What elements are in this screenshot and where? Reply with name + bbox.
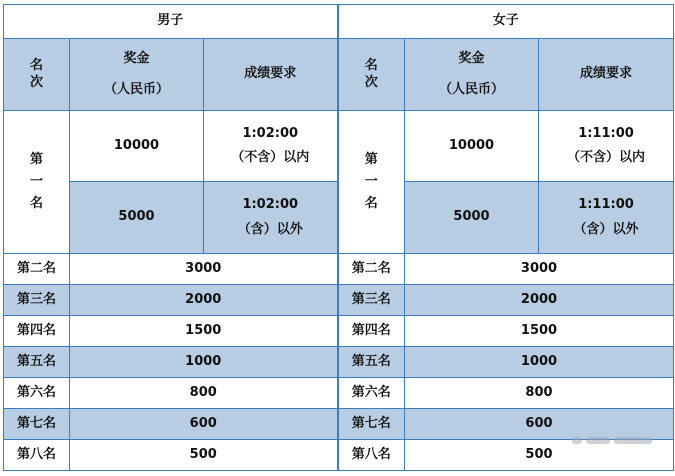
women-rank-prize: 500 xyxy=(405,440,674,471)
women-rank-label: 第二名 xyxy=(338,254,405,285)
tier1-time: 1:02:00 xyxy=(242,125,299,141)
men-requirement-header: 成绩要求 xyxy=(204,39,338,111)
prize-header-line1: 奖金 xyxy=(458,51,485,67)
men-header: 男子 xyxy=(4,5,338,39)
prize-header-line2: （人民币） xyxy=(438,81,504,97)
prize-header-line2: （人民币） xyxy=(103,81,169,97)
tier1-condition: （不含）以内 xyxy=(231,150,310,165)
women-rank-prize: 800 xyxy=(405,378,674,409)
women-rank-prize: 2000 xyxy=(405,285,674,316)
men-rank-prize: 3000 xyxy=(70,254,338,285)
men-prize-header xyxy=(70,39,204,111)
men-first-place-label xyxy=(4,111,70,254)
women-header: 女子 xyxy=(338,5,674,39)
men-first-tier2-requirement xyxy=(204,182,338,254)
men-rank-label: 第五名 xyxy=(4,347,70,378)
women-rank-label: 第八名 xyxy=(338,440,405,471)
men-rank-prize: 800 xyxy=(70,378,338,409)
women-rank-prize: 600 xyxy=(405,409,674,440)
men-rank-header xyxy=(4,39,70,111)
women-requirement-header: 成绩要求 xyxy=(539,39,674,111)
men-rank-label: 第二名 xyxy=(4,254,70,285)
tier2-time: 1:11:00 xyxy=(578,197,634,213)
prize-header-line1: 奖金 xyxy=(123,51,150,67)
women-rank-prize: 1500 xyxy=(405,316,674,347)
tier1-time: 1:11:00 xyxy=(578,125,634,141)
women-first-tier2-prize: 5000 xyxy=(405,182,539,254)
tier2-condition: （含）以外 xyxy=(573,221,639,237)
women-first-place-label xyxy=(338,111,405,254)
men-first-tier1-prize: 10000 xyxy=(70,111,204,182)
women-rank-label: 第四名 xyxy=(338,316,405,347)
men-rank-label: 第三名 xyxy=(4,285,70,316)
men-first-tier2-prize: 5000 xyxy=(70,182,204,254)
men-rank-label: 第四名 xyxy=(4,316,70,347)
women-rank-prize: 1000 xyxy=(405,347,674,378)
women-rank-prize: 3000 xyxy=(405,254,674,285)
rank-header-label: 名次 xyxy=(30,58,44,90)
men-rank-prize: 600 xyxy=(70,409,338,440)
women-rank-header xyxy=(338,39,405,111)
women-first-tier1-requirement xyxy=(539,111,674,182)
prize-table xyxy=(3,4,674,471)
women-rank-label: 第五名 xyxy=(338,347,405,378)
women-rank-label: 第三名 xyxy=(338,285,405,316)
tier1-condition: （不含）以内 xyxy=(566,150,645,165)
men-rank-label: 第八名 xyxy=(4,440,70,471)
men-rank-prize: 2000 xyxy=(70,285,338,316)
men-rank-label: 第六名 xyxy=(4,378,70,409)
women-first-tier2-requirement xyxy=(539,182,674,254)
rank-header-label: 名次 xyxy=(364,58,378,90)
women-rank-label: 第六名 xyxy=(338,378,405,409)
watermark-logo xyxy=(572,434,654,448)
women-prize-header xyxy=(405,39,539,111)
men-rank-prize: 500 xyxy=(70,440,338,471)
first-place-text: 第一名 xyxy=(30,151,44,212)
men-first-tier1-requirement xyxy=(204,111,338,182)
men-rank-prize: 1500 xyxy=(70,316,338,347)
tier2-condition: （含）以外 xyxy=(237,221,303,237)
first-place-text: 第一名 xyxy=(364,151,378,212)
women-rank-label: 第七名 xyxy=(338,409,405,440)
men-rank-label: 第七名 xyxy=(4,409,70,440)
tier2-time: 1:02:00 xyxy=(242,197,299,213)
women-first-tier1-prize: 10000 xyxy=(405,111,539,182)
men-rank-prize: 1000 xyxy=(70,347,338,378)
